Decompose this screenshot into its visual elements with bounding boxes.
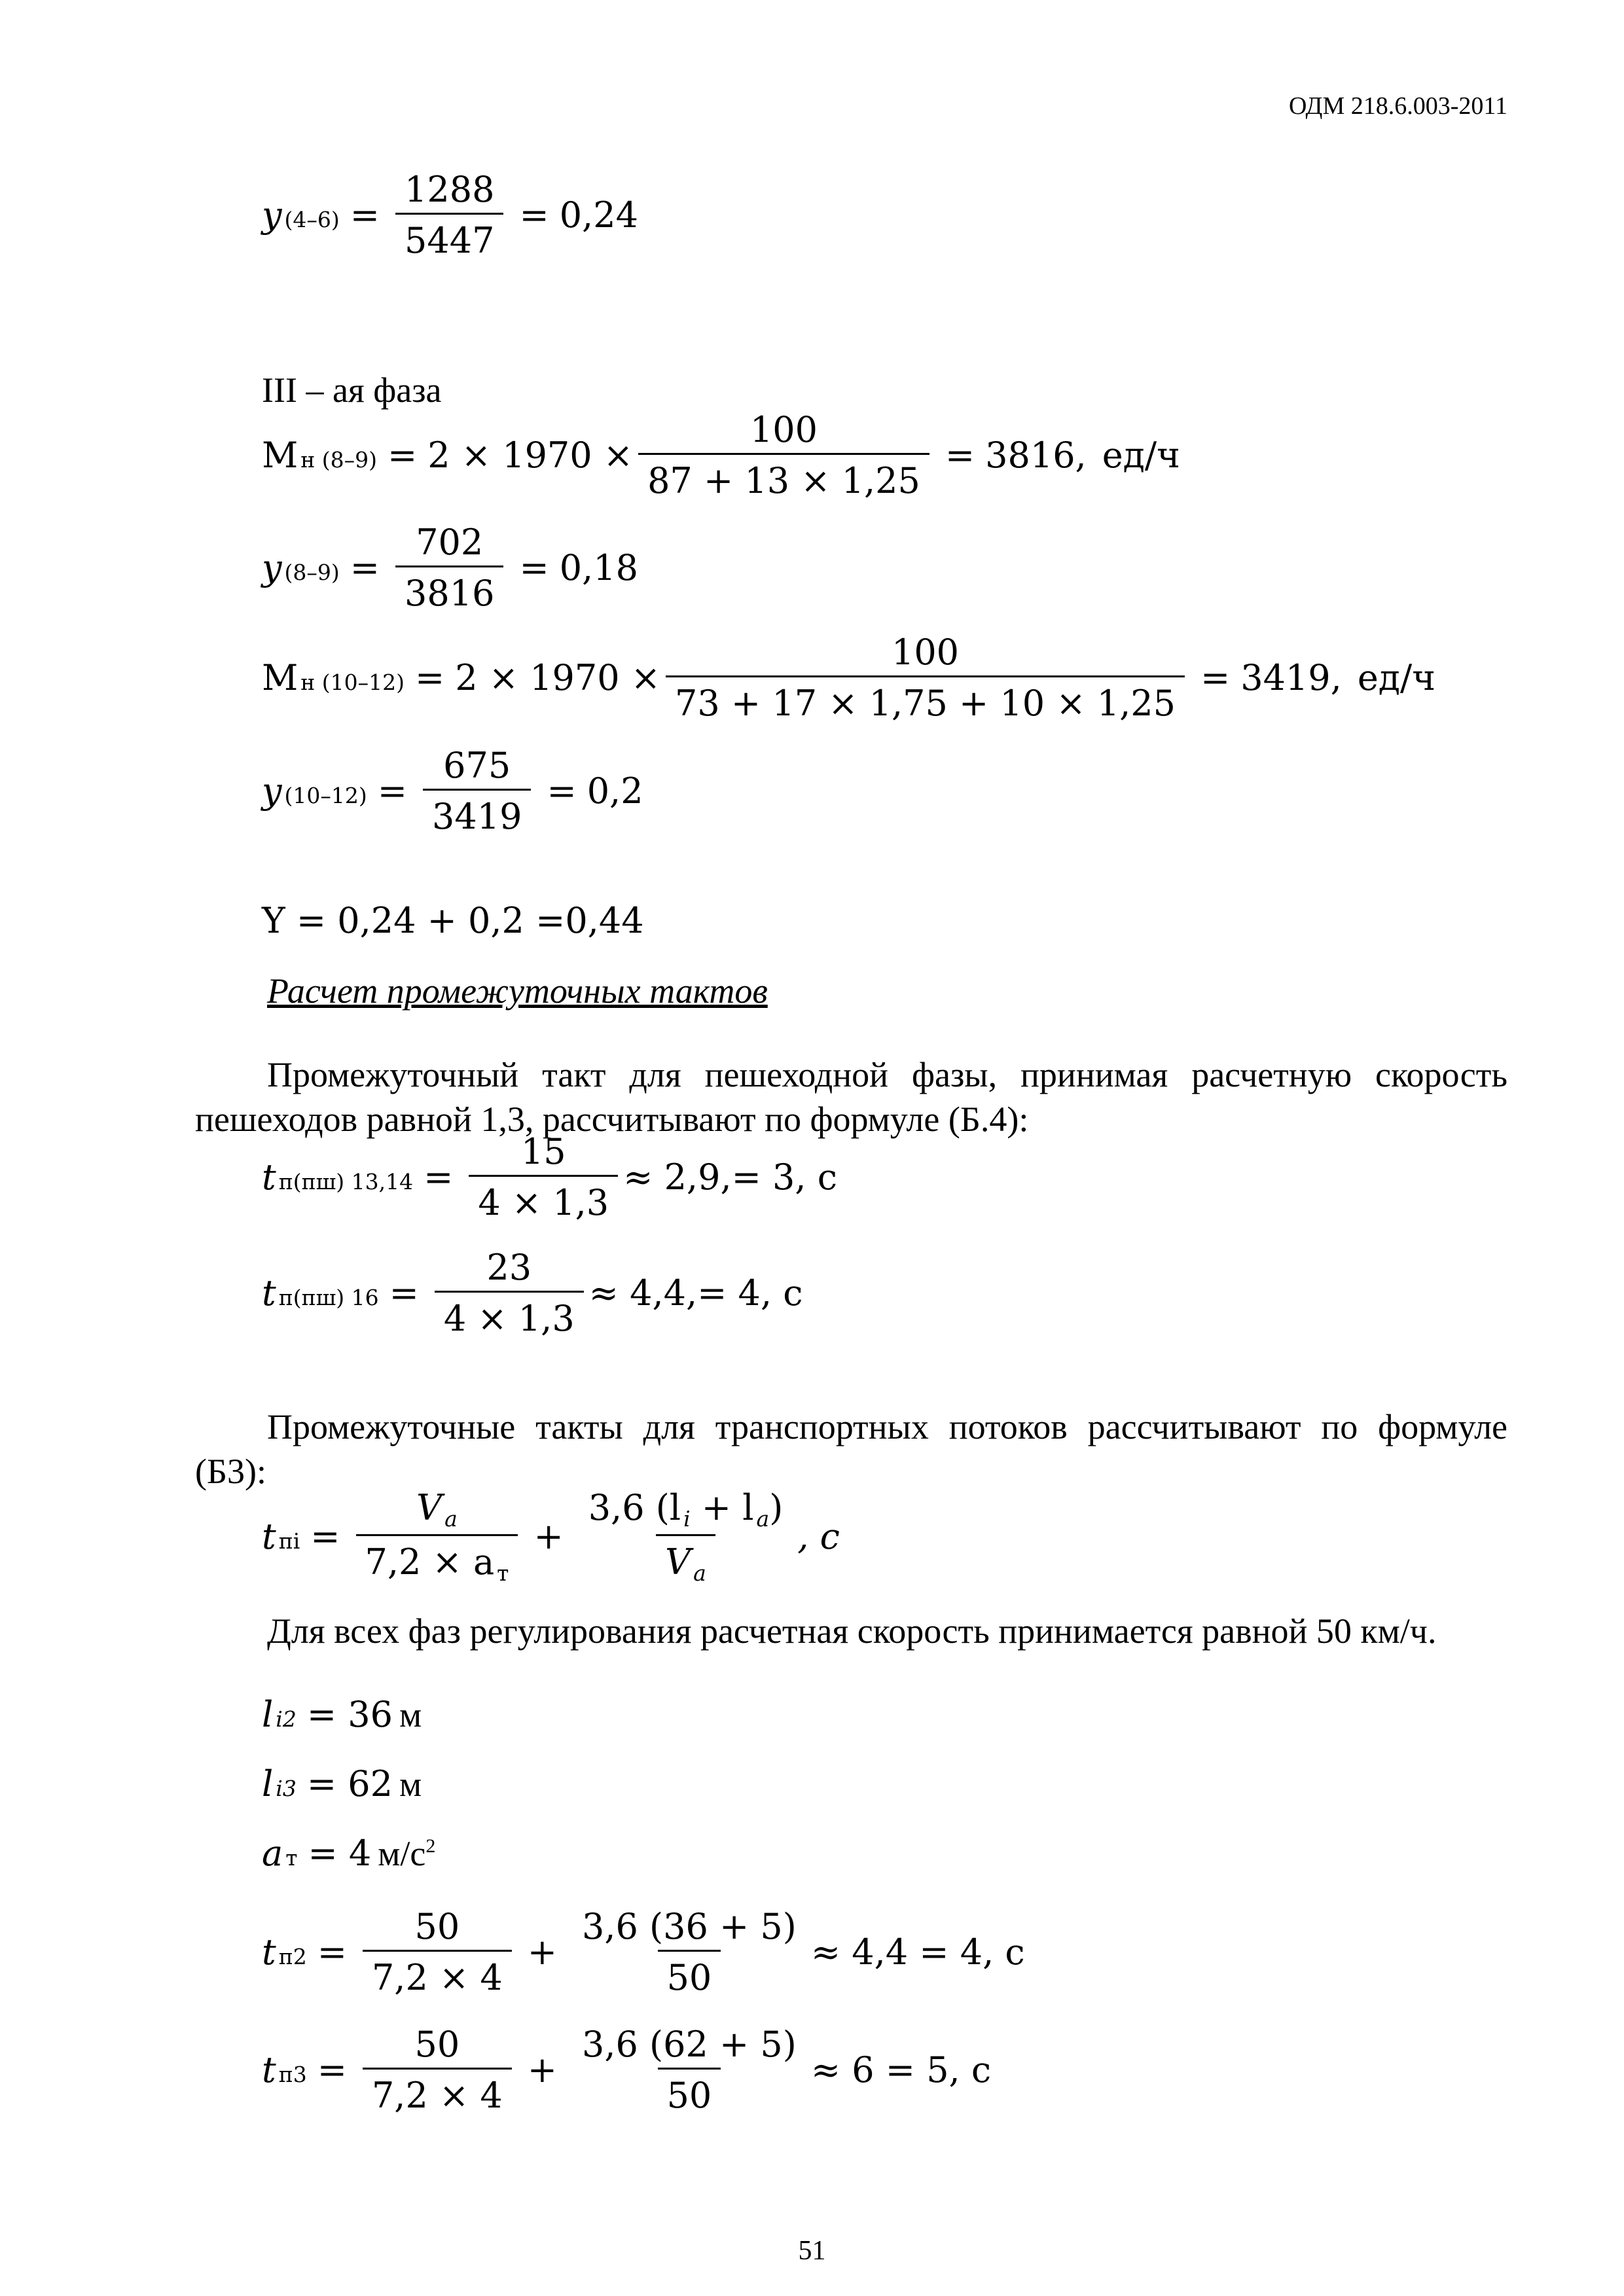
eq-tail: , c	[797, 1516, 840, 1557]
eq-symbol: y	[262, 194, 282, 236]
equation-tp3: t п3 = $\frac{50}{7,2 \times 4}$ + $\frac{3,6 (62 + 5)}{50}$ ≈ 6 = 5, с	[262, 2024, 992, 2116]
page-number: 51	[798, 2236, 826, 2266]
eq-subscript: н (8–9)	[300, 447, 378, 473]
equation-li2	[262, 1694, 422, 1735]
eq-unit: ед/ч	[1102, 435, 1180, 476]
eq-subscript: п(пш) 16	[278, 1285, 379, 1310]
eq-subscript: (8–9)	[284, 560, 340, 585]
equation-y-total	[262, 900, 644, 941]
fraction: $\frac{100}{73 + 17 \times 1,75 + 10 \times 1,25}$	[666, 632, 1185, 724]
eq-result: ≈ 2,9,= 3, с	[623, 1157, 837, 1198]
equation-y-10-12: y (10–12) = $\frac{675}{3419}$ = 0,2	[262, 745, 643, 837]
equation-tp2: t п2 = $\frac{50}{7,2 \times 4}$ + $\frac{3,6 (36 + 5)}{50}$ ≈ 4,4 = 4, с	[262, 1906, 1025, 1998]
eq-result: ≈ 4,4,= 4, с	[588, 1272, 803, 1314]
paragraph-pedestrian-phase: Промежуточный такт для пешеходной фазы, принимая расчетную скорость пешеходов равной 1,3, рассчитывают по формуле (Б.4):	[195, 1055, 1507, 1139]
eq-result: 3419,	[1240, 657, 1342, 698]
eq-result: 3816,	[985, 435, 1087, 476]
phase-heading: III – ая фаза	[262, 370, 442, 410]
equation-mn-10-12: M н (10–12) = 2 × 1970 × $\frac{100}{73 + 17 \times 1,75 + 10 \times 1,25}$ = 3419, ед/ч	[262, 632, 1435, 724]
eq-subscript: (4–6)	[284, 207, 340, 232]
fraction: $\frac{3,6 (l _i + l _a)}{V _a}$	[588, 1487, 784, 1586]
eq-symbol: y	[262, 770, 282, 812]
fraction: $\frac{675}{3419}$	[423, 745, 531, 837]
eq-prefix: 2 × 1970 ×	[427, 435, 634, 476]
eq-prefix: 2 × 1970 ×	[455, 657, 661, 698]
fraction: $\frac{3,6 (36 + 5)}{50}$	[582, 1906, 797, 1998]
eq-text: Y = 0,24 + 0,2 =0,44	[262, 900, 644, 941]
equation-tp-13-14: t п(пш) 13,14 = $\frac{15}{4 \times 1,3}$ ≈ 2,9,= 3, с	[262, 1131, 837, 1223]
eq-result: ≈ 4,4 = 4, с	[810, 1931, 1025, 1973]
eq-symbol: t	[262, 1157, 276, 1198]
eq-symbol: l	[262, 1763, 274, 1804]
eq-subscript: н (10–12)	[300, 670, 405, 695]
fraction: $\frac{1288}{5447}$	[395, 169, 503, 261]
fraction: $\frac{50}{7,2 \times 4}$	[363, 1906, 512, 1998]
section-heading: Расчет промежуточных тактов	[267, 971, 768, 1011]
eq-symbol: M	[262, 435, 298, 476]
document-code-header: ОДМ 218.6.003-2011	[1288, 92, 1507, 120]
fraction: $\frac{100}{87 + 13 \times 1,25}$	[638, 409, 929, 501]
eq-subscript: i3	[276, 1776, 297, 1801]
equation-y-4-6: y (4–6) = $\frac{1288}{5447}$ = 0,24	[262, 169, 638, 261]
eq-symbol: t	[262, 2049, 276, 2090]
eq-symbol: t	[262, 1272, 276, 1314]
eq-symbol: l	[262, 1694, 274, 1735]
fraction: $\frac{50}{7,2 \times 4}$	[363, 2024, 512, 2116]
eq-symbol: M	[262, 657, 298, 698]
eq-subscript: i2	[276, 1706, 297, 1732]
eq-subscript: п3	[278, 2062, 307, 2087]
eq-symbol: t	[262, 1516, 276, 1557]
eq-symbol: a	[262, 1833, 283, 1874]
eq-value: = 36	[306, 1694, 393, 1735]
eq-result: 0,18	[559, 547, 638, 588]
equation-tp-16: t п(пш) 16 = $\frac{23}{4 \times 1,3}$ ≈ 4,4,= 4, с	[262, 1247, 803, 1339]
eq-unit: м	[399, 1695, 422, 1734]
paragraph-design-speed: Для всех фаз регулирования расчетная скорость принимается равной 50 км/ч.	[267, 1611, 1437, 1651]
eq-value: = 4	[308, 1833, 372, 1874]
eq-symbol: t	[262, 1931, 276, 1973]
equation-y-8-9: y (8–9) = $\frac{702}{3816}$ = 0,18	[262, 522, 638, 614]
eq-result: ≈ 6 = 5, с	[810, 2049, 992, 2090]
eq-result: 0,24	[559, 194, 638, 236]
eq-symbol: y	[262, 547, 282, 588]
fraction: $\frac{15}{4 \times 1,3}$	[469, 1131, 618, 1223]
eq-subscript: п(пш) 13,14	[278, 1169, 414, 1194]
fraction: $\frac{V _a}{7,2 \times a _т}$	[356, 1487, 518, 1586]
equation-mn-8-9: M н (8–9) = 2 × 1970 × $\frac{100}{87 + 13 \times 1,25}$ = 3816, ед/ч	[262, 409, 1180, 501]
eq-subscript: п2	[278, 1944, 307, 1969]
equation-at	[262, 1833, 435, 1874]
paragraph-transport-flows: Промежуточные такты для транспортных потоков рассчитывают по формуле (Б3):	[195, 1407, 1507, 1491]
eq-value: = 62	[306, 1763, 393, 1804]
eq-result: 0,2	[586, 770, 643, 812]
eq-subscript: (10–12)	[284, 783, 367, 808]
eq-subscript: т	[285, 1845, 298, 1871]
eq-unit: м	[399, 1764, 422, 1804]
fraction: $\frac{3,6 (62 + 5)}{50}$	[582, 2024, 797, 2116]
equation-li3	[262, 1763, 422, 1804]
fraction: $\frac{702}{3816}$	[395, 522, 503, 614]
eq-unit: ед/ч	[1357, 657, 1435, 698]
eq-subscript: пi	[278, 1528, 300, 1554]
equation-tpi-formula: t пi = $\frac{V _a}{7,2 \times a _т}$ + $\frac{3,6 (l _i + l _a)}{V _a}$ , c	[262, 1487, 840, 1586]
eq-unit: $м/с^2$	[378, 1833, 436, 1873]
fraction: $\frac{23}{4 \times 1,3}$	[435, 1247, 584, 1339]
